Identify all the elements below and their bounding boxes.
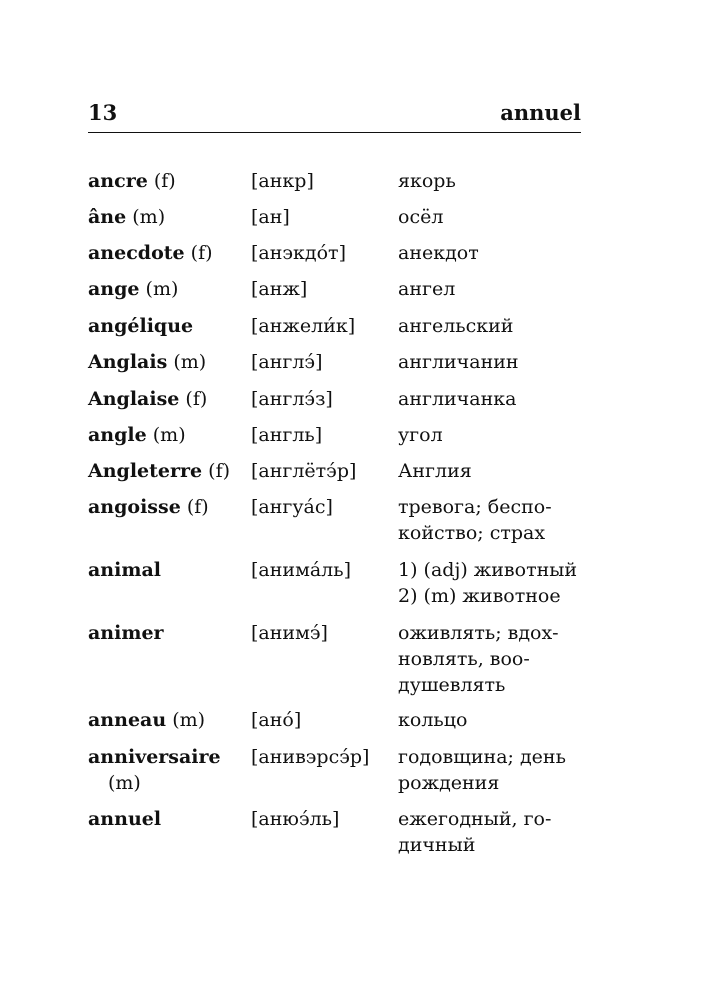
entry-headword	[88, 494, 250, 520]
entry-headword	[88, 276, 250, 302]
translation-line: новлять, воо-	[398, 648, 530, 670]
headword: ancre	[88, 170, 148, 192]
entry-headword	[88, 168, 250, 194]
translation-line: англичанка	[398, 388, 517, 410]
translation	[398, 557, 598, 609]
translation	[398, 204, 598, 230]
headword: anniversaire	[88, 746, 221, 768]
headword: animer	[88, 622, 164, 644]
entry-headword	[88, 313, 250, 339]
headword: angélique	[88, 315, 194, 337]
gender: (m)	[108, 772, 141, 794]
translation-line: 1) (adj) животный	[398, 559, 578, 581]
translation-line: якорь	[398, 170, 456, 192]
pronunciation: [ангуа́с]	[251, 496, 333, 518]
translation	[398, 422, 598, 448]
translation-line: тревога; беспо-	[398, 496, 552, 518]
headword: anecdote	[88, 242, 185, 264]
entry-headword	[88, 240, 250, 266]
pronunciation: [англэ́]	[251, 351, 323, 373]
entry-headword	[88, 458, 250, 484]
translation-line: ангел	[398, 278, 456, 300]
headword: ange	[88, 278, 140, 300]
headword: âne	[88, 206, 127, 228]
entry-headword	[88, 806, 250, 832]
translation-line: койство; страх	[398, 522, 546, 544]
translation	[398, 276, 598, 302]
translation-line: годовщина; день	[398, 746, 566, 768]
header-rule	[88, 132, 581, 133]
translation-line: анекдот	[398, 242, 479, 264]
gender: (f)	[153, 170, 176, 192]
headword: angoisse	[88, 496, 181, 518]
translation-line: 2) (m) животное	[398, 585, 561, 607]
pronunciation: [анима́ль]	[251, 559, 352, 581]
translation-line: ежегодный, го-	[398, 808, 552, 830]
translation	[398, 168, 598, 194]
headword: anneau	[88, 709, 167, 731]
pronunciation: [анж]	[251, 278, 308, 300]
pronunciation: [англь]	[251, 424, 323, 446]
entry-headword	[88, 386, 250, 412]
gender: (f)	[186, 496, 209, 518]
gender: (m)	[152, 424, 186, 446]
translation	[398, 494, 598, 546]
page-header	[88, 100, 581, 130]
pronunciation: [анэкдо́т]	[251, 242, 346, 264]
translation-line: угол	[398, 424, 443, 446]
entry-headword	[88, 744, 250, 796]
translation-line: осёл	[398, 206, 444, 228]
pronunciation: [ан]	[251, 206, 290, 228]
translation-line: Англия	[398, 460, 472, 482]
pronunciation: [англётэ́р]	[251, 460, 357, 482]
translation-line: душевлять	[398, 674, 506, 696]
translation	[398, 620, 598, 698]
pronunciation: [анкр]	[251, 170, 314, 192]
translation-line: оживлять; вдох-	[398, 622, 559, 644]
gender: (m)	[172, 709, 206, 731]
translation	[398, 458, 598, 484]
gender: (m)	[173, 351, 207, 373]
gender: (m)	[145, 278, 179, 300]
entry-headword	[88, 557, 250, 583]
translation	[398, 806, 598, 858]
headword: Angleterre	[88, 460, 203, 482]
translation	[398, 313, 598, 339]
gender: (f)	[190, 242, 213, 264]
running-head-word: annuel	[500, 100, 581, 125]
headword: animal	[88, 559, 161, 581]
entry-headword	[88, 620, 250, 646]
translation	[398, 386, 598, 412]
pronunciation: [анюэ́ль]	[251, 808, 340, 830]
translation-line: кольцо	[398, 709, 468, 731]
translation	[398, 349, 598, 375]
entry-headword	[88, 204, 250, 230]
pronunciation: [анимэ́]	[251, 622, 328, 644]
gender: (f)	[208, 460, 231, 482]
translation	[398, 240, 598, 266]
entry-headword	[88, 422, 250, 448]
pronunciation: [ано́]	[251, 709, 302, 731]
pronunciation: [англэ́з]	[251, 388, 333, 410]
translation-line: рождения	[398, 772, 500, 794]
translation	[398, 707, 598, 733]
translation-line: дичный	[398, 834, 476, 856]
gender: (f)	[185, 388, 208, 410]
translation-line: ангельский	[398, 315, 514, 337]
translation-line: англичанин	[398, 351, 519, 373]
gender: (m)	[132, 206, 166, 228]
pronunciation: [анжели́к]	[251, 315, 356, 337]
headword: angle	[88, 424, 147, 446]
page-number: 13	[88, 100, 118, 125]
pronunciation: [анивэрсэ́р]	[251, 746, 370, 768]
entry-headword	[88, 707, 250, 733]
translation	[398, 744, 598, 796]
headword: Anglais	[88, 351, 168, 373]
headword: annuel	[88, 808, 162, 830]
entry-headword	[88, 349, 250, 375]
headword: Anglaise	[88, 388, 180, 410]
